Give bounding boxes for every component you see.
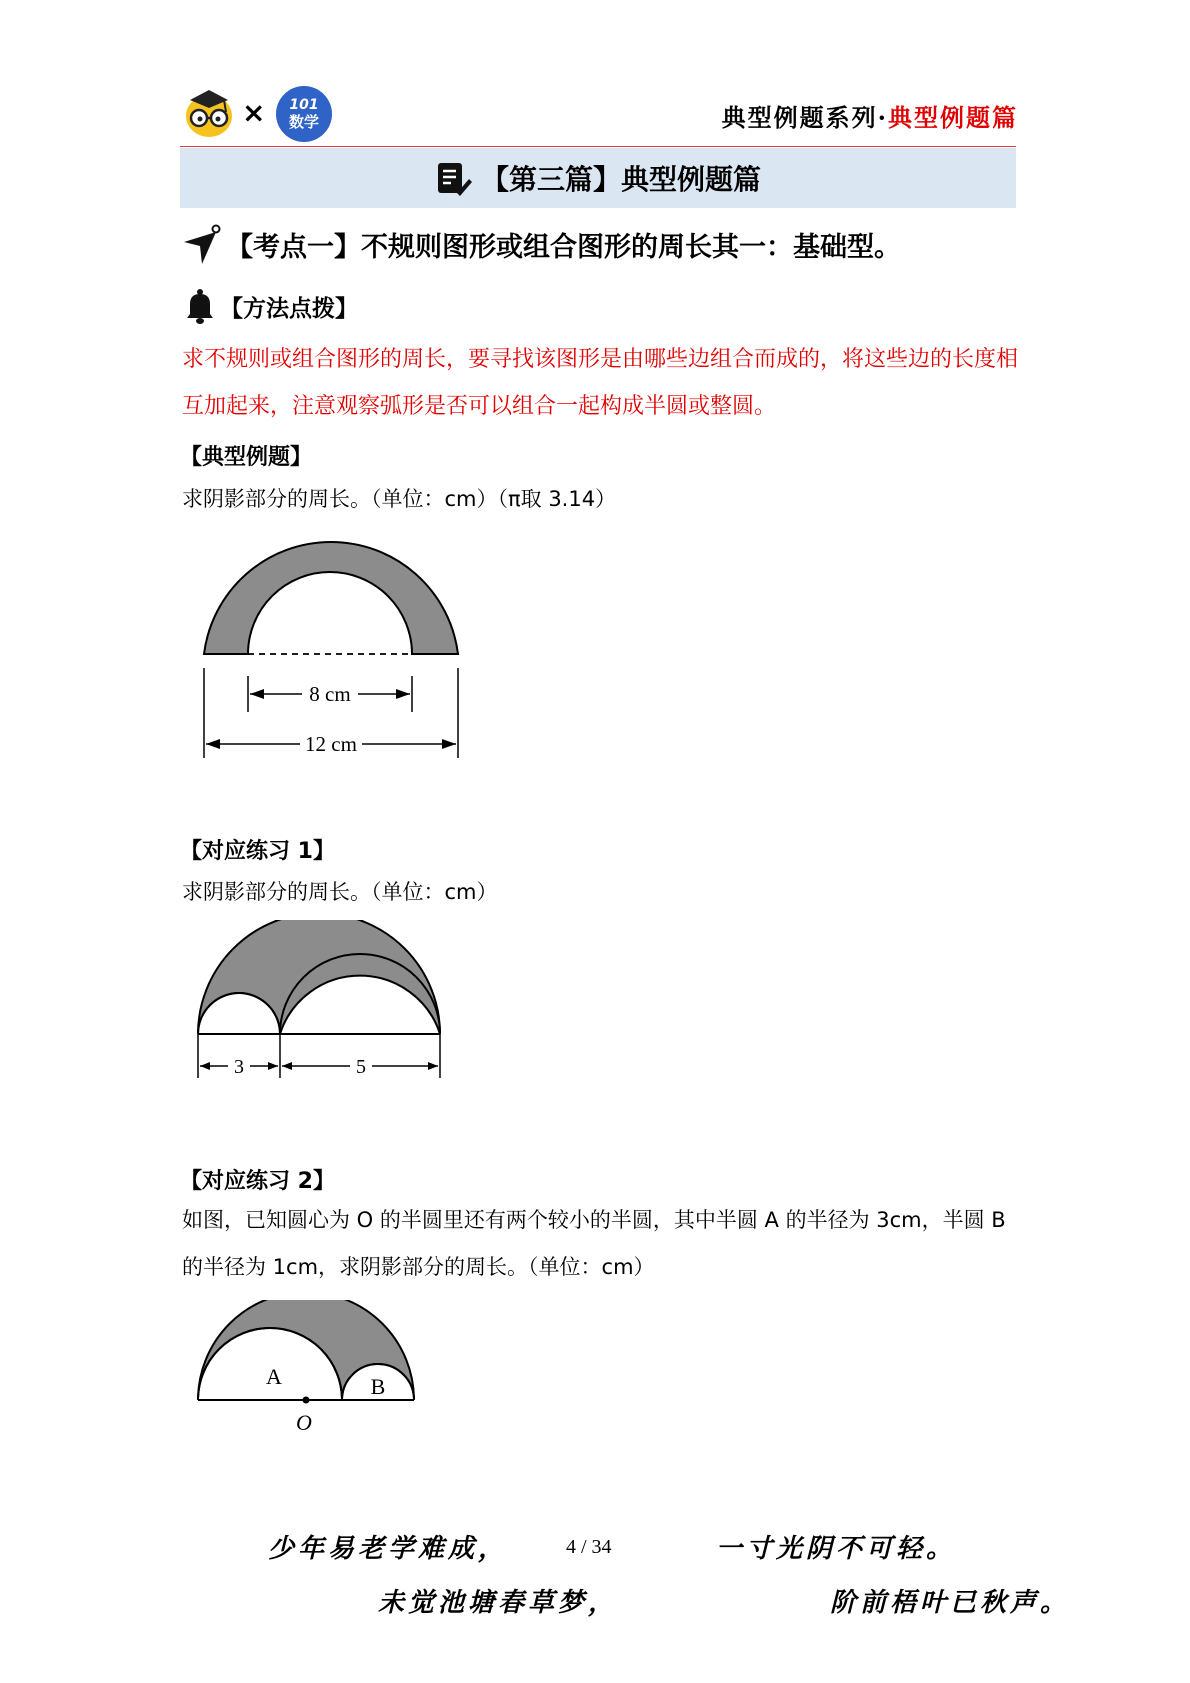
series-title-red: 典型例题篇 — [888, 103, 1018, 132]
practice1-heading: 【对应练习 1】 — [180, 839, 335, 864]
outer-diameter-label: 12 cm — [305, 732, 357, 756]
shaded-region — [198, 920, 440, 1034]
mascot-logo-icon — [184, 86, 234, 138]
page-number: 4 / 34 — [566, 1536, 612, 1558]
example-figure — [190, 530, 480, 760]
header-divider — [180, 146, 1016, 147]
math101-badge-icon — [276, 86, 332, 142]
series-title-black: 典型例题系列· — [721, 103, 888, 132]
notepad-icon — [435, 159, 473, 197]
topic-heading — [182, 224, 901, 264]
practice1-question: 求阴影部分的周长。（单位：cm） — [182, 880, 498, 904]
topic-title: 【考点一】不规则图形或组合图形的周长其一：基础型。 — [226, 231, 901, 263]
shaded-ring — [204, 542, 458, 654]
footer-poem-line1-right: 一寸光阴不可轻。 — [716, 1534, 957, 1564]
method-heading-text: 【方法点拨】 — [220, 295, 358, 322]
semicircle-a-label: A — [266, 1364, 282, 1389]
section-banner — [180, 148, 1016, 208]
footer-poem-line1-left: 少年易老学难成， — [268, 1534, 509, 1564]
small-diameter-label: 3 — [234, 1056, 244, 1078]
footer-poem-line2-right: 阶前梧叶已秋声。 — [830, 1588, 1071, 1618]
series-title — [722, 98, 1018, 133]
footer-poem-line2-left: 未觉池塘春草梦， — [378, 1588, 619, 1618]
banner-title: 【第三篇】典型例题篇 — [480, 163, 761, 196]
practice2-heading: 【对应练习 2】 — [180, 1169, 335, 1194]
practice1-figure — [190, 920, 450, 1090]
inner-diameter-label: 8 cm — [309, 682, 351, 706]
times-symbol: × — [242, 96, 266, 129]
badge-line1: 101 — [289, 97, 319, 113]
method-text: 求不规则或组合图形的周长，要寻找该图形是由哪些边组合而成的，将这些边的长度相互加起来，注意观察弧形是否可以组合一起构成半圆或整圆。 — [182, 347, 1019, 419]
method-heading — [184, 288, 358, 324]
location-arrow-icon — [182, 224, 222, 264]
example-question: 求阴影部分的周长。（单位：cm）（π取 3.14） — [182, 487, 617, 511]
bell-icon — [184, 288, 216, 324]
center-o-label: O — [296, 1410, 312, 1435]
large-diameter-label: 5 — [356, 1056, 366, 1078]
example-heading: 【典型例题】 — [180, 445, 313, 470]
badge-line2: 数学 — [288, 113, 319, 131]
practice2-figure — [190, 1300, 430, 1450]
semicircle-b-label: B — [370, 1374, 386, 1399]
practice2-question: 如图，已知圆心为 O 的半圆里还有两个较小的半圆，其中半圆 A 的半径为 3cm，半圆 B 的半径为 1cm，求阴影部分的周长。（单位：cm） — [182, 1208, 1006, 1279]
